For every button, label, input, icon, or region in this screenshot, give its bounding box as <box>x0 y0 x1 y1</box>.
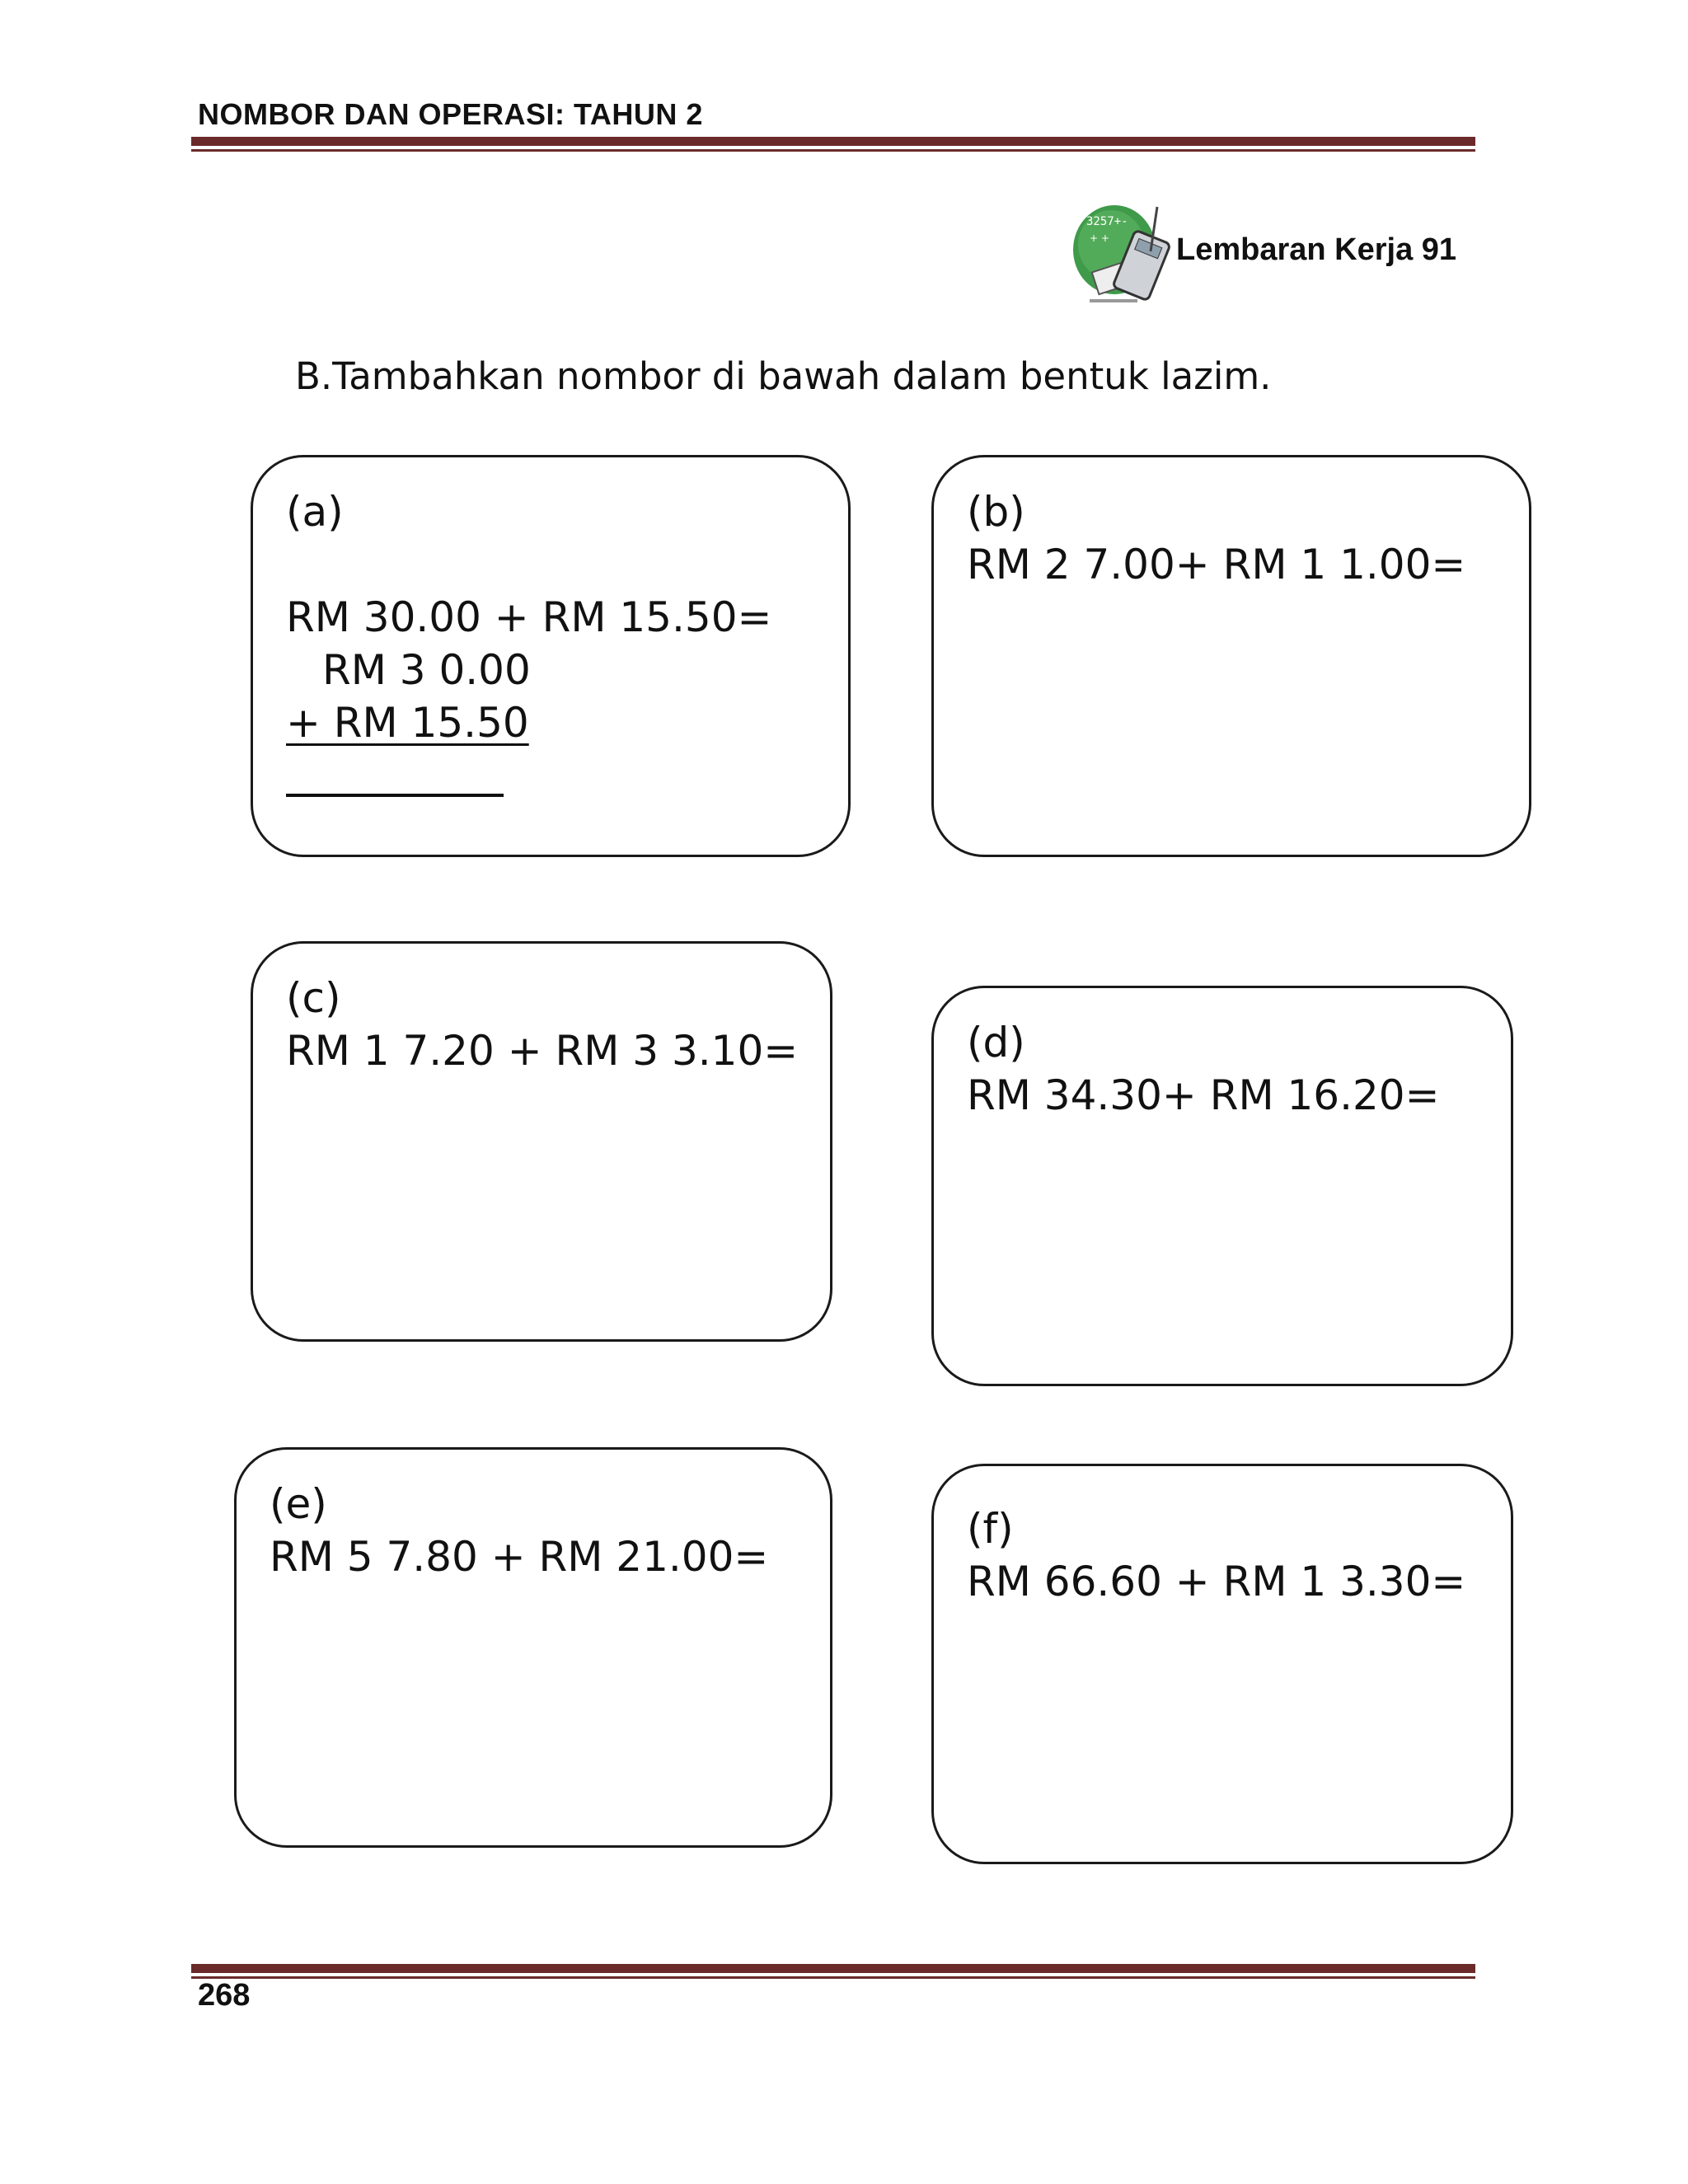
question-box-b <box>931 455 1531 857</box>
page-header-title: NOMBOR DAN OPERASI: TAHUN 2 <box>198 97 703 131</box>
question-text-a: RM 30.00 + RM 15.50= <box>286 593 772 641</box>
question-text-d: RM 34.30+ RM 16.20= <box>967 1071 1440 1119</box>
question-label-e: (e) <box>270 1480 327 1528</box>
column-work-line2-a: + RM 15.50 <box>286 699 529 747</box>
question-label-b: (b) <box>967 488 1025 536</box>
question-label-d: (d) <box>967 1019 1025 1066</box>
header-rule <box>191 137 1475 152</box>
question-box-e <box>234 1447 832 1848</box>
question-text-e: RM 5 7.80 + RM 21.00= <box>270 1533 769 1581</box>
question-text-b: RM 2 7.00+ RM 1 1.00= <box>967 541 1466 588</box>
page-number: 268 <box>198 1978 251 2013</box>
question-label-a: (a) <box>286 488 344 536</box>
question-text-f: RM 66.60 + RM 1 3.30= <box>967 1558 1466 1605</box>
question-box-c <box>251 941 832 1342</box>
answer-line-a <box>286 794 504 797</box>
instruction-text: B.Tambahkan nombor di bawah dalam bentuk lazim. <box>295 354 1272 398</box>
badge-text: 3257+- <box>1086 215 1128 228</box>
question-label-f: (f) <box>967 1505 1014 1553</box>
column-work-line1-a: RM 3 0.00 <box>322 646 531 694</box>
worksheet-label: Lembaran Kerja 91 <box>1176 232 1457 267</box>
calculator-chalkboard-icon <box>1071 202 1170 309</box>
question-label-c: (c) <box>286 974 341 1022</box>
svg-text:+ +: + + <box>1090 232 1109 244</box>
footer-rule <box>191 1964 1475 1979</box>
question-box-a <box>251 455 851 857</box>
question-box-d <box>931 986 1513 1386</box>
question-box-f <box>931 1464 1513 1864</box>
question-text-c: RM 1 7.20 + RM 3 3.10= <box>286 1027 799 1075</box>
